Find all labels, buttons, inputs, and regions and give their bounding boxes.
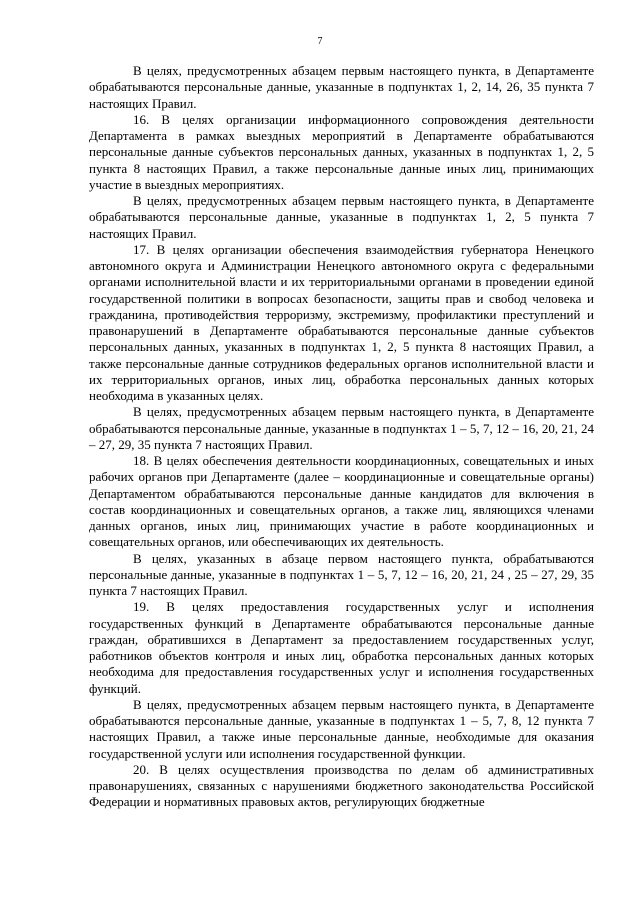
paragraph: В целях, предусмотренных абзацем первым настоящего пункта, в Департаменте обрабатываются персональные данные, указанные в подпунктах 1, 2, 14, 26, 35 пункта 7 настоящих Правил. bbox=[89, 63, 594, 111]
paragraph: 20. В целях осуществления производства по делам об административных правонарушениях, связанных с нарушениями бюджетного законодательства Российской Федерации и нормативных правовых актов, регулирующих бюджетные bbox=[89, 761, 594, 810]
paragraph: В целях, указанных в абзаце первом настоящего пункта, обрабатываются персональные данные, указанные в подпунктах 1 – 5, 7, 12 – 16, 20, 21, 24 , 25 – 27, 29, 35 пункта 7 настоящих Правил. bbox=[89, 550, 594, 598]
paragraph: В целях, предусмотренных абзацем первым настоящего пункта, в Департаменте обрабатываются персональные данные, указанные в подпунктах 1 – 5, 7, 8, 12 пункта 7 настоящих Правил, а также иные персональные данные, необходимые для оказания государственной услуги или исполнения государственной функции. bbox=[89, 696, 594, 761]
paragraph: 19. В целях предоставления государственных услуг и исполнения государственных функций в Департаменте обрабатываются персональные данные граждан, обратившихся в Департамент за предоставлением государственных услуг, работников объектов контроля и иных лиц, обработка персональных данных которых необходима для предоставления государственных услуг и исполнения государственных функций. bbox=[89, 599, 594, 696]
paragraph: 17. В целях организации обеспечения взаимодействия губернатора Ненецкого автономного округа и Администрации Ненецкого автономного округа с федеральными органами исполнительной власти и их территориальными органами в проведении единой государственной политики в вопросах безопасности, защиты прав и свобод человека и гражданина, противодействия терроризму, экстремизму, профилактики преступлений и правонарушений в Департаменте обрабатываются персональные данные субъектов персональных данных, указанных в подпунктах 1, 2, 5 пункта 8 настоящих Правил, а также персональные данные сотрудников федеральных органов исполнительной власти и их территориальных органов, иных лиц, обработка персональных данных которых необходима в указанных целях. bbox=[89, 241, 594, 403]
paragraph: В целях, предусмотренных абзацем первым настоящего пункта, в Департаменте обрабатываются персональные данные, указанные в подпунктах 1 – 5, 7, 12 – 16, 20, 21, 24 – 27, 29, 35 пункта 7 настоящих Правил. bbox=[89, 404, 594, 452]
paragraph: 18. В целях обеспечения деятельности координационных, совещательных и иных рабочих органов при Департаменте (далее – координационные и совещательные органы) Департаментом обрабатываются персональные данные кандидатов для включения в состав координационных и совещательных органов, а также лиц, являющихся членами данных органов, иных лиц, принимающих участие в работе координационных и совещательных органов, или обеспечивающих их деятельность. bbox=[89, 453, 594, 550]
paragraph: 16. В целях организации информационного сопровождения деятельности Департамента в рамках выездных мероприятий в Департаменте обрабатываются персональные данные субъектов персональных данных, указанных в подпунктах 1, 2, 5 пункта 8 настоящих Правил, а также персональные данные иных лиц, принимающих участие в выездных мероприятиях. bbox=[89, 111, 594, 192]
paragraph: В целях, предусмотренных абзацем первым настоящего пункта, в Департаменте обрабатываются персональные данные, указанные в подпунктах 1, 2, 5 пункта 7 настоящих Правил. bbox=[89, 193, 594, 241]
page-number: 7 bbox=[317, 36, 323, 47]
document-body bbox=[89, 63, 594, 811]
